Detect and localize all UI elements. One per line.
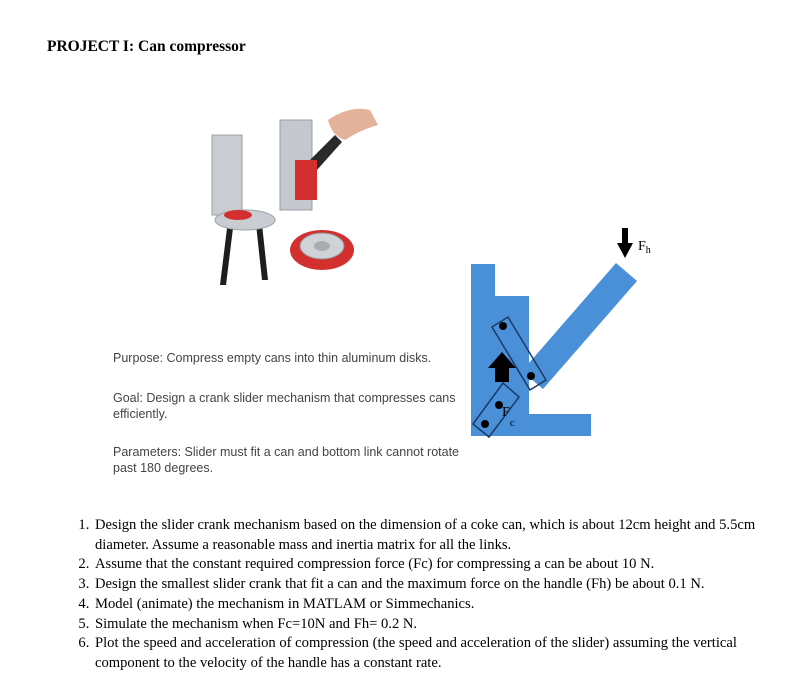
task-item: 4. Model (animate) the mechanism in MATLAM or Simmechanics.: [93, 595, 793, 615]
joint-top: [499, 322, 507, 330]
handle-force-arrow: [617, 228, 633, 258]
joint-handle: [527, 372, 535, 380]
left-leg: [220, 220, 234, 285]
parameters-text: Parameters: Slider must fit a can and bottom link cannot rotate past 180 degrees.: [113, 445, 460, 475]
task-list: [66, 516, 793, 674]
task-item: 2. Assume that the constant required compression force (Fc) for compressing a can be about 10 N.: [93, 555, 793, 575]
task-item: 5. Simulate the mechanism when Fc=10N and Fh= 0.2 N.: [93, 615, 793, 635]
goal-text: Goal: Design a crank slider mechanism that compresses cans efficiently.: [113, 391, 456, 421]
page-title: PROJECT I: Can compressor: [47, 38, 246, 55]
task-item: 1. Design the slider crank mechanism based on the dimension of a coke can, which is about 12cm height and 5.5cm diameter. Assume a reasonable mass and inertia matrix for all the links.: [93, 516, 793, 555]
handle-force-label: $F_h$: [638, 239, 651, 256]
frame-base: [471, 414, 591, 436]
compression-force-label: $F_c$: [502, 405, 515, 429]
hand: [328, 109, 378, 140]
mechanism-diagram: [462, 218, 672, 450]
purpose-text: Purpose: Compress empty cans into thin aluminum disks.: [113, 351, 432, 365]
crushed-can-tab: [314, 241, 330, 251]
left-bracket: [212, 135, 242, 215]
small-can: [224, 210, 252, 220]
task-item: 6. Plot the speed and acceleration of compression (the speed and acceleration of the slider) assuming the vertical component to the velocity of the handle has a constant rate.: [93, 634, 793, 673]
joint-base: [481, 420, 489, 428]
task-item: 3. Design the smallest slider crank that fit a can and the maximum force on the handle (Fh) be about 0.1 N.: [93, 575, 793, 595]
can-crusher-photo: [200, 100, 380, 290]
can-in-crusher: [295, 160, 317, 200]
